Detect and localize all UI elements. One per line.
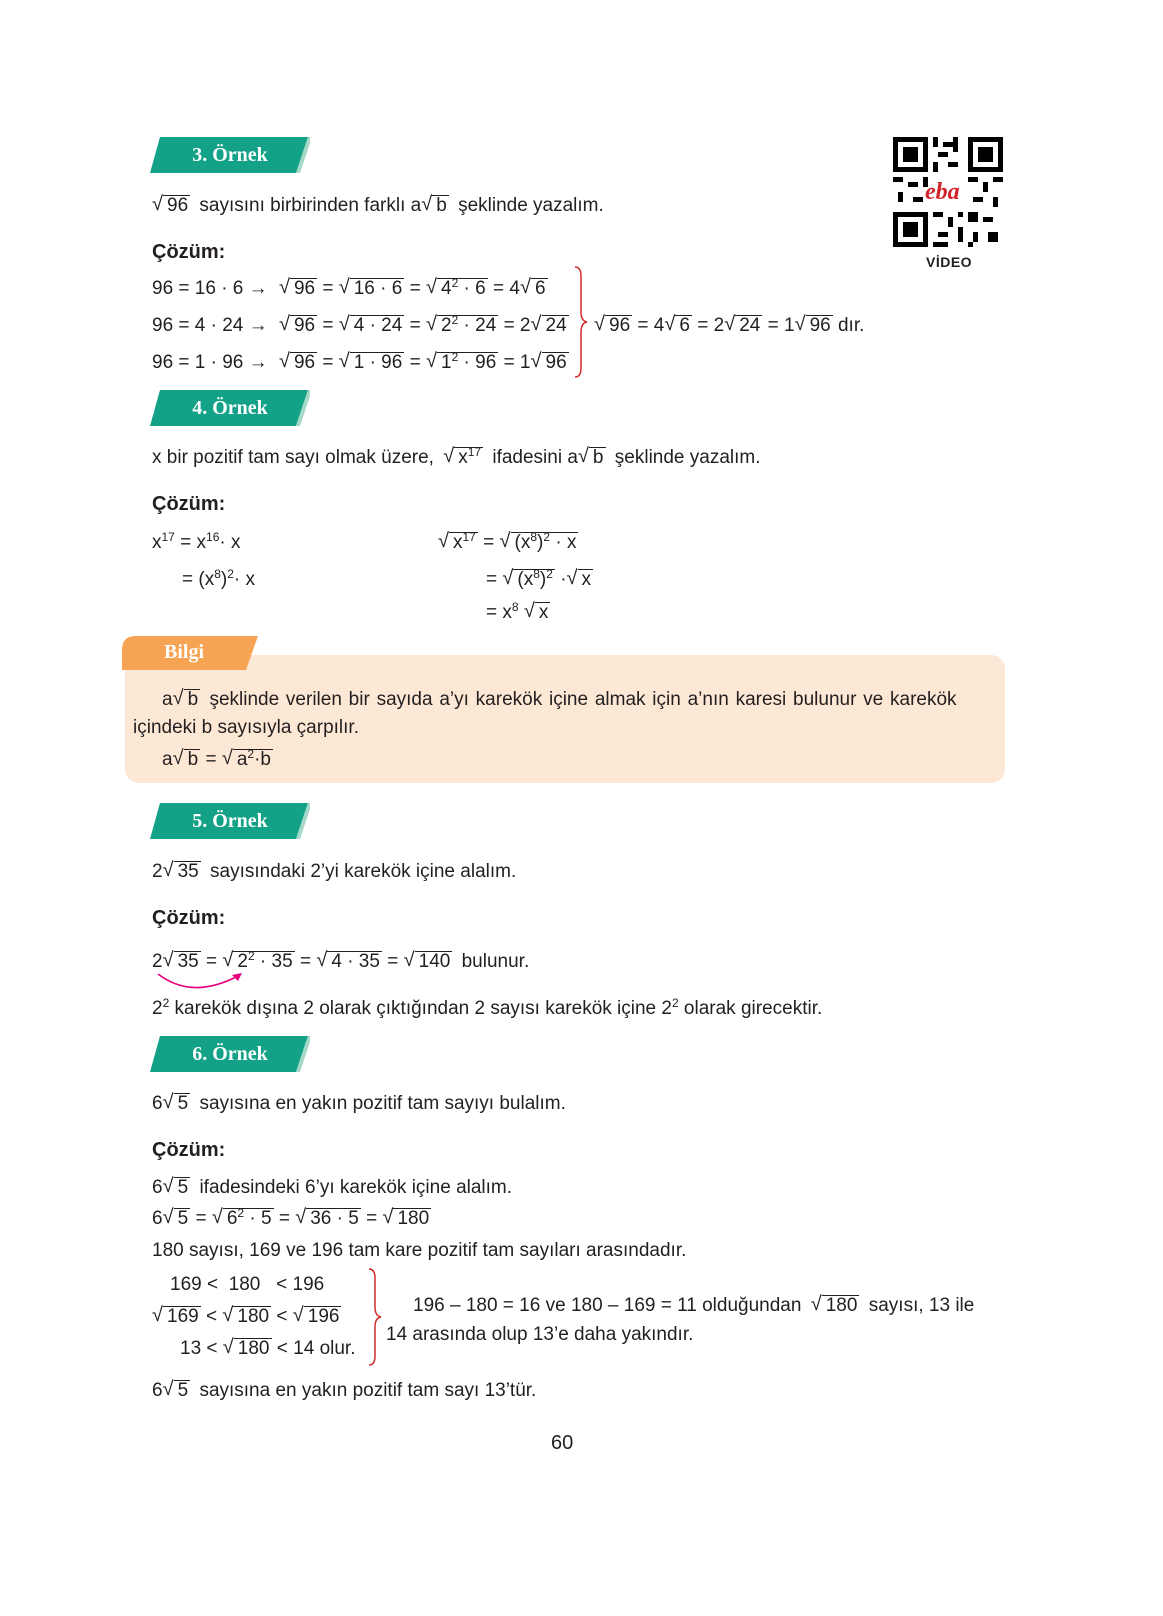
example6-side-line2: 14 arasında olup 13’e daha yakındır. <box>386 1324 694 1345</box>
example4-left-line1: $x^{17} = x^{16}\cdot x$ <box>152 530 241 553</box>
page-number: 60 <box>551 1432 574 1454</box>
qr-caption: VİDEO <box>926 254 973 270</box>
example4-right-line2: = $(x^8)^2$ √ · x √ <box>486 568 593 592</box>
example3-brace <box>572 266 590 378</box>
example6-banner <box>150 1036 310 1072</box>
example3-banner <box>150 137 310 173</box>
example4-prompt: x bir pozitif tam sayı olmak üzere, $x^{17}$ √ ifadesini a b √ şeklinde yazalım. <box>152 446 761 470</box>
example5-solution-label: Çözüm: <box>152 907 226 929</box>
example3-line2: 96 = 4 · 24 → 96 √ = 4 · 24 √ = $2^2 \cdot 24$ √ = 2 24 √ <box>152 314 569 338</box>
example6-title: 6. Örnek <box>192 1043 268 1065</box>
bilgi-line2: içindeki b sayısıyla çarpılır. <box>133 717 359 738</box>
example6-step2: 6 5 √ = $6^2 \cdot 5$ √ = 36 · 5 √ = 180 √ <box>152 1207 431 1231</box>
bilgi-line1: a b √ şeklinde verilen bir sayıda a’yı karekök içine almak için a’nın karesi bulunur ve karekök <box>162 688 957 712</box>
bilgi-formula: a b √ = $a^2\cdot b$ √ <box>162 748 273 772</box>
example5-note: $2^2$ karekök dışına 2 olarak çıktığından 2 sayısı karekök içine $2^2$ olarak girecektir. <box>152 996 823 1019</box>
example4-right-line1: $x^{17}$ √ = $(x^8)^2 \cdot x$ √ <box>438 531 578 555</box>
example4-banner <box>150 390 310 426</box>
example5-banner <box>150 803 310 839</box>
example6-ineq1: 169 < 180 < 196 <box>170 1274 325 1295</box>
example6-final: 6 5 √ sayısına en yakın pozitif tam sayı 13’tür. <box>152 1379 536 1403</box>
example6-prompt: 6 5 √ sayısına en yakın pozitif tam sayıyı bulalım. <box>152 1092 566 1116</box>
example6-step3: 180 sayısı, 169 ve 196 tam kare pozitif tam sayıları arasındadır. <box>152 1240 687 1261</box>
example3-title: 3. Örnek <box>192 144 268 166</box>
example4-right-line3: = $x^8$ x √ <box>486 601 550 625</box>
example6-solution-label: Çözüm: <box>152 1139 226 1161</box>
example5-prompt: 2 35 √ sayısındaki 2’yi karekök içine alalım. <box>152 860 516 884</box>
qr-code[interactable] <box>893 137 1003 247</box>
example6-side-line1: 196 – 180 = 16 ve 180 – 169 = 11 olduğundan 180 √ sayısı, 13 ile <box>413 1294 974 1318</box>
example6-ineq3: 13 < 180 √ < 14 olur. <box>180 1337 355 1361</box>
example4-left-line2: = $(x^8)^2\cdot x$ <box>182 567 256 590</box>
example3-summary: 96 √ = 4 6 √ = 2 24 √ = 1 96 √ dır. <box>594 314 864 338</box>
example3-prompt: 96 √ sayısını birbirinden farklı a b √ şeklinde yazalım. <box>152 194 604 218</box>
example3-line1: 96 = 16 · 6 → 96 √ = 16 · 6 √ = $4^2 \cdot 6$ √ = 4 6 √ <box>152 277 548 301</box>
bilgi-tab <box>122 636 262 670</box>
example4-title: 4. Örnek <box>192 397 268 419</box>
example6-ineq2: 169 √ < 180 √ < 196 √ <box>152 1305 341 1329</box>
example3-solution-label: Çözüm: <box>152 241 226 263</box>
example6-step1: 6 5 √ ifadesindeki 6’yı karekök içine alalım. <box>152 1176 512 1200</box>
example5-equation: 2 35 √ = $2^2 \cdot 35$ √ = 4 · 35 √ = 140 √ bulunur. <box>152 950 529 974</box>
eba-logo: eba <box>925 179 960 205</box>
example6-brace <box>366 1268 384 1366</box>
example4-solution-label: Çözüm: <box>152 493 226 515</box>
example3-line3: 96 = 1 · 96 → 96 √ = 1 · 96 √ = $1^2 \cdot 96$ √ = 1 96 √ <box>152 351 569 375</box>
curved-arrow <box>152 970 252 994</box>
example5-title: 5. Örnek <box>192 810 268 832</box>
bilgi-title: Bilgi <box>164 641 205 663</box>
